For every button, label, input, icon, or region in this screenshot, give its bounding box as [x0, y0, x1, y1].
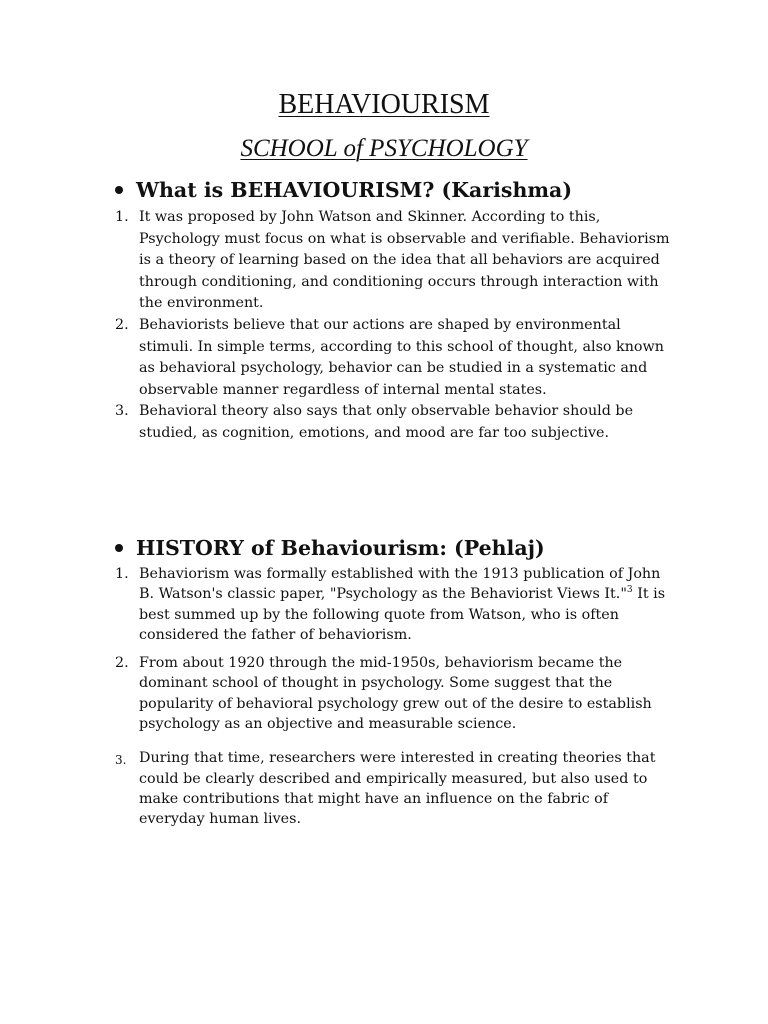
list-item-text: During that time, researchers were interested in creating theories that could be clearly described and empirically measured, but also used to make contributions that might have an influence on the fabric of everyday human lives. — [139, 750, 656, 828]
list-item — [115, 748, 675, 829]
footnote-marker: 3 — [626, 585, 633, 596]
list-item-text: It was proposed by John Watson and Skinner. According to this, Psychology must focus on what is observable and verifiable. Behaviorism is a theory of learning based on the idea that all behaviors are acquired through conditioning, and conditioning occurs through interaction with the environment. — [139, 209, 670, 312]
document-subtitle: SCHOOL of PSYCHOLOGY — [240, 135, 528, 162]
section-heading-text: What is BEHAVIOURISM? (Karishma) — [136, 178, 573, 202]
section-heading-text: HISTORY of Behaviourism: (Pehlaj) — [136, 536, 545, 560]
list-item-number: 3. — [115, 403, 129, 420]
list-item — [115, 653, 675, 734]
document-title: BEHAVIOURISM — [278, 89, 490, 120]
list-item-text: Behaviorists believe that our actions are shaped by environmental stimuli. In simple terms, according to this school of thought, also known as behavioral psychology, behavior can be studied in a systematic and observable manner regardless of internal mental states. — [139, 316, 664, 398]
list-item-number: 1. — [115, 209, 129, 225]
list-item-number: 1. — [115, 566, 129, 582]
list-item — [115, 315, 675, 401]
list-item — [115, 207, 675, 315]
list-item — [115, 401, 675, 444]
list-item-text-continued: It is best summed up by the following quote from Watson, who is often considered the father of behaviorism. — [139, 586, 666, 643]
bullet-icon — [115, 186, 123, 194]
what-is-list — [115, 207, 675, 445]
list-item-number: 2. — [115, 316, 129, 333]
list-item-text: Behavioral theory also says that only observable behavior should be studied, as cognition, emotions, and mood are far too subjective. — [139, 403, 634, 441]
list-item-text: From about 1920 through the mid-1950s, behaviorism became the dominant school of thought in psychology. Some suggest that the popularity of behavioral psychology grew out of the desire to establish psychology as an objective and measurable science. — [139, 655, 652, 733]
section-heading-history — [115, 534, 545, 562]
list-item-text: Behaviorism was formally established with the 1913 publication of John B. Watson's classic paper, "Psychology as the Behaviorist Views It." — [139, 566, 661, 603]
history-list — [115, 564, 675, 830]
list-item-number: 2. — [115, 655, 129, 672]
bullet-icon — [115, 544, 123, 552]
section-heading-what-is-behaviourism — [115, 176, 572, 204]
list-item-number: 3. — [115, 753, 127, 768]
list-item — [115, 564, 675, 645]
